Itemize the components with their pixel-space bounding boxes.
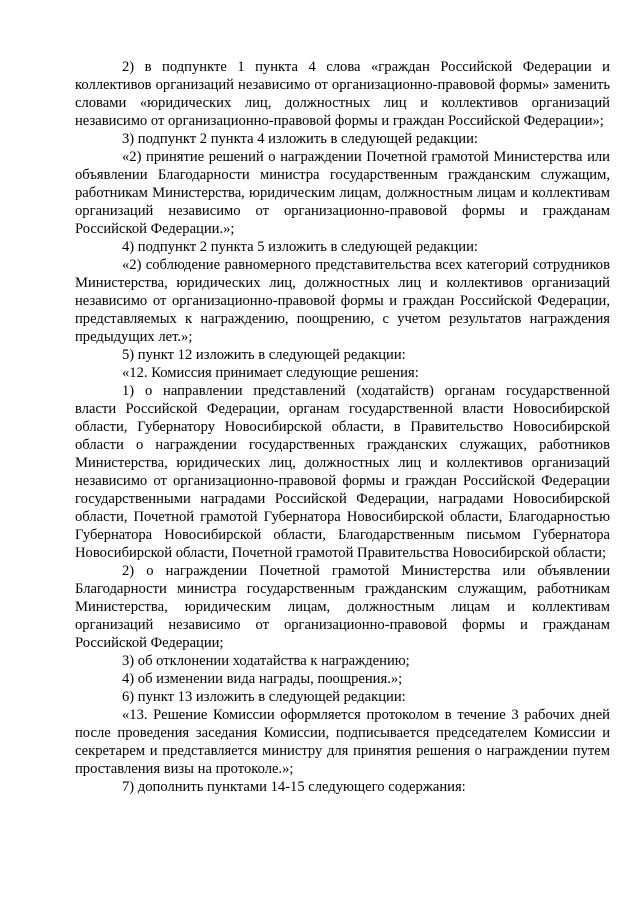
paragraph-item-6-amendment: 6) пункт 13 изложить в следующей редакции:	[122, 689, 406, 705]
paragraph-subitem-2-representation: «2) соблюдение равномерного представительства всех категорий сотрудников Министерства, юридических лиц, должностных лиц и коллективов организаций независимо от организационно-правовой формы и граждан Российской Федерации, представляемых к награждению, поощрению, с учетом результатов награждения предыдущих лет.»;	[75, 257, 610, 345]
paragraph-item-7-amendment: 7) дополнить пунктами 14-15 следующего содержания:	[122, 779, 466, 795]
paragraph-point-13-text: «13. Решение Комиссии оформляется протоколом в течение 3 рабочих дней после проведения заседания Комиссии, подписывается председателем Комиссии и секретарем и представляется министру для принятия решения о награждении путем проставления визы на протоколе.»;	[75, 707, 610, 777]
paragraph-decision-4: 4) об изменении вида награды, поощрения.»;	[122, 671, 403, 687]
paragraph-decision-2: 2) о награждении Почетной грамотой Министерства или объявлении Благодарности министра государственным гражданским служащим, работникам Министерства, юридическим лицам, должностным лицам и коллективам организаций независимо от организационно-правовой формы и гражданам Российской Федерации;	[75, 563, 610, 651]
paragraph-subitem-2-text: «2) принятие решений о награждении Почетной грамотой Министерства или объявлении Благодарности министра государственным гражданским служащим, работникам Министерства, юридическим лицам, должностным лицам и коллективам организаций независимо от организационно-правовой формы и гражданам Российской Федерации.»;	[75, 149, 610, 237]
paragraph-item-5-amendment: 5) пункт 12 изложить в следующей редакции:	[122, 347, 406, 363]
paragraph-item-4-amendment: 4) подпункт 2 пункта 5 изложить в следующей редакции:	[122, 239, 478, 255]
paragraph-item-3-amendment: 3) подпункт 2 пункта 4 изложить в следующей редакции:	[122, 131, 478, 147]
paragraph-item-2-amendment: 2) в подпункте 1 пункта 4 слова «граждан Российской Федерации и коллективов организаций независимо от организационно-правовой формы» заменить словами «юридических лиц, должностных лиц и коллективов организаций независимо от организационно-правовой формы и граждан Российской Федерации»;	[75, 59, 610, 129]
paragraph-decision-1: 1) о направлении представлений (ходатайств) органам государственной власти Российской Федерации, органам государственной власти Новосибирской области, Губернатору Новосибирской области, в Правительство Новосибирской области о награждении государственных гражданских служащих, работников Министерства, юридических лиц, должностных лиц и коллективов организаций независимо от организационно-правовой формы и граждан Российской Федерации государственными наградами Российской Федерации, наградами Новосибирской области, Почетной грамотой Губернатора Новосибирской области, Благодарностью Губернатора Новосибирской области, Благодарственным письмом Губернатора Новосибирской области, Почетной грамотой Правительства Новосибирской области;	[75, 383, 610, 561]
paragraph-point-12-intro: «12. Комиссия принимает следующие решения:	[122, 365, 419, 381]
document-page	[75, 58, 610, 796]
paragraph-decision-3: 3) об отклонении ходатайства к награждению;	[122, 653, 410, 669]
